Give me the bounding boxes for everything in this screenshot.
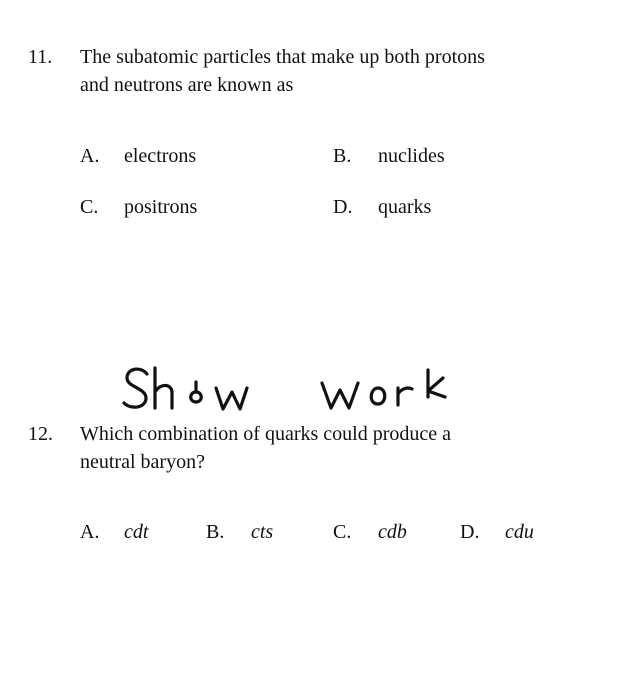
question-11-text-line-2: and neutrons are known as (80, 74, 294, 96)
handwritten-show-work-annotation (115, 360, 460, 420)
question-11-option-c-text: positrons (124, 196, 198, 218)
question-12-text-line-2: neutral baryon? (80, 451, 205, 473)
question-11-number: 11. (28, 46, 53, 68)
question-11-option-b-text: nuclides (378, 145, 445, 167)
question-11-option-c-letter: C. (80, 196, 99, 218)
question-11-option-a-letter: A. (80, 145, 100, 167)
question-12-option-a-text: cdt (124, 521, 149, 543)
question-12-option-c-text: cdb (378, 521, 407, 543)
question-11-option-a-text: electrons (124, 145, 197, 167)
question-12-option-b-text: cts (251, 521, 274, 543)
question-11-option-b-letter: B. (333, 145, 352, 167)
question-12-option-d-text: cdu (505, 521, 534, 543)
question-12-option-d-letter: D. (460, 521, 480, 543)
question-12-text-line-1: Which combination of quarks could produce a (80, 423, 451, 445)
question-11-option-d-text: quarks (378, 196, 432, 218)
question-12-number: 12. (28, 423, 53, 445)
question-12-option-a-letter: A. (80, 521, 100, 543)
question-12-option-b-letter: B. (206, 521, 225, 543)
question-11-option-d-letter: D. (333, 196, 353, 218)
question-12-option-c-letter: C. (333, 521, 352, 543)
question-11-text-line-1: The subatomic particles that make up both protons (80, 46, 485, 68)
